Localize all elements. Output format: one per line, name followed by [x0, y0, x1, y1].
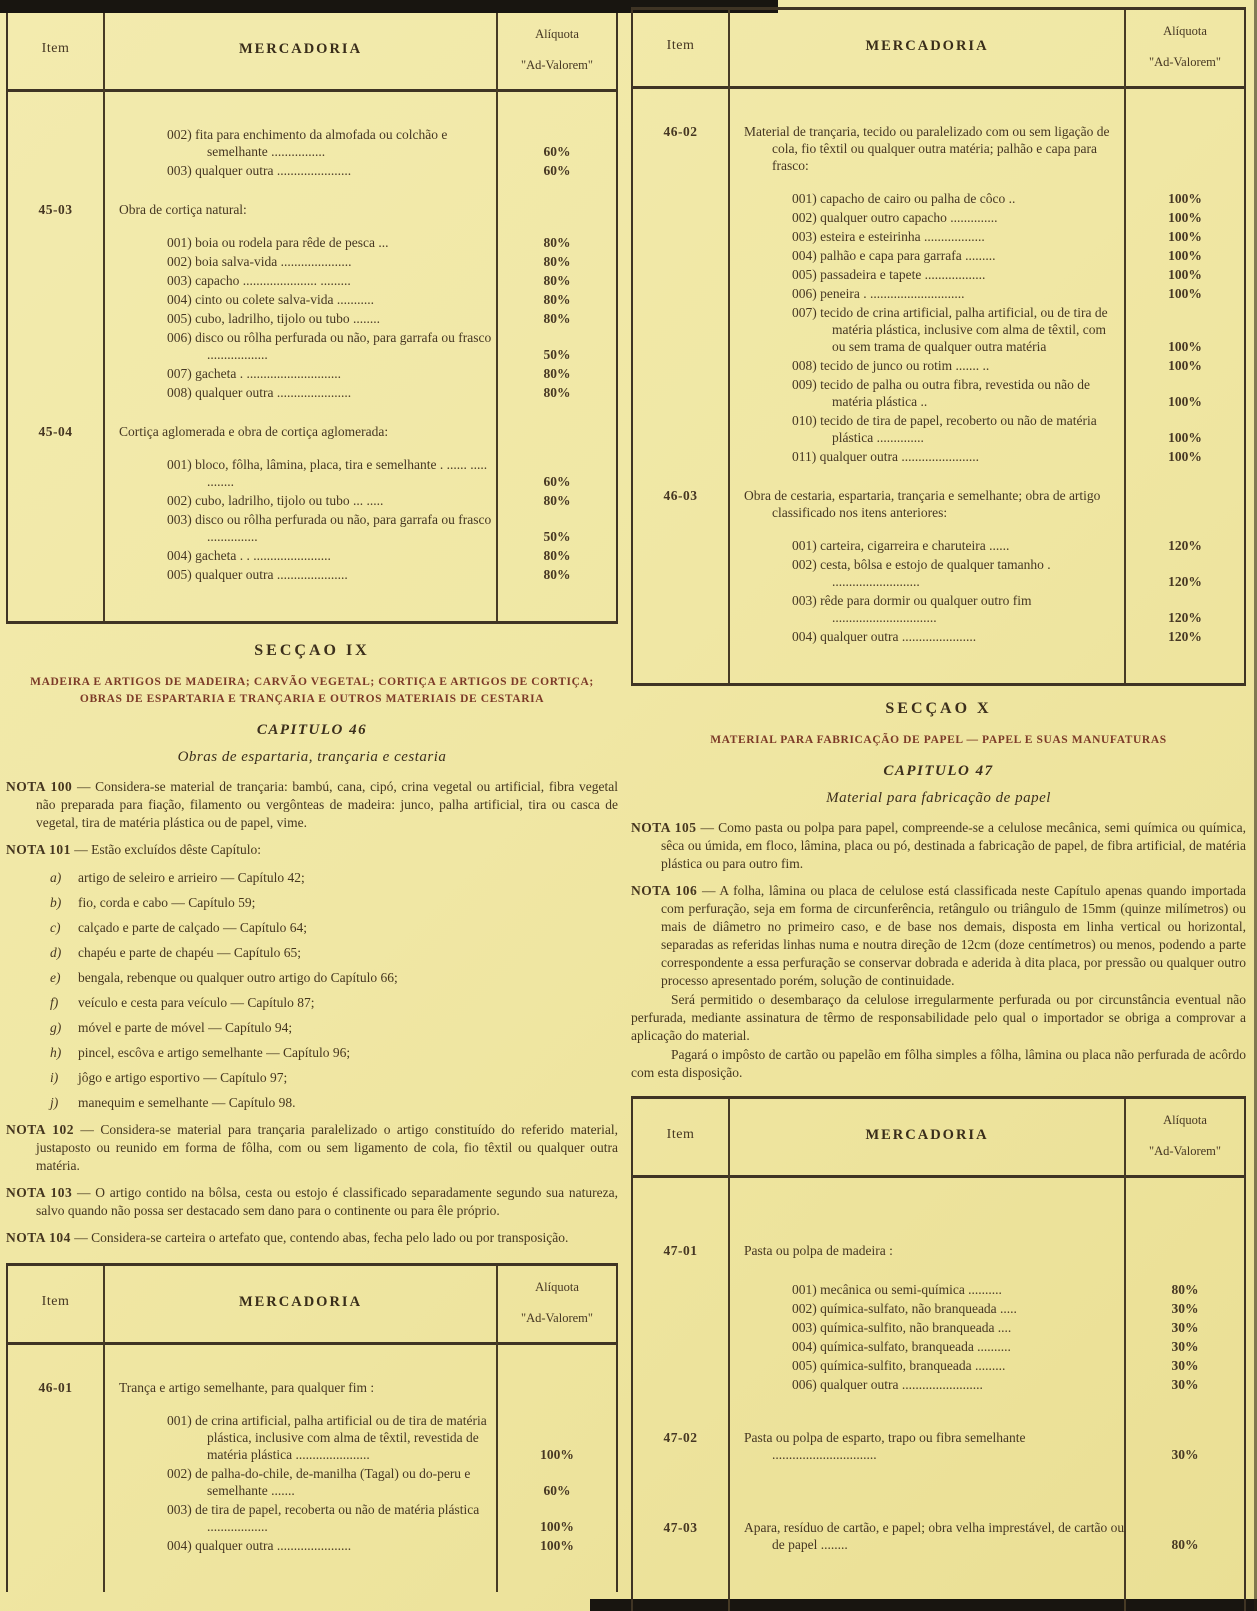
entry-row [103, 547, 616, 564]
left-column [6, 0, 618, 1592]
entry-text: 005) química-sulfito, branqueada ......... [792, 1358, 1006, 1373]
entry-row [728, 412, 1244, 446]
rate-value: 80% [543, 254, 571, 269]
chapter-subtitle: Material para fabricação de papel [826, 790, 1051, 806]
entry-row [103, 162, 616, 179]
rate-value: 30% [1171, 1377, 1199, 1392]
entry-row [103, 566, 616, 583]
entry-row [728, 357, 1244, 374]
rate-value: 100% [1168, 430, 1202, 445]
entry-text: 011) qualquer outra ....................... [792, 449, 979, 464]
item-column-divider [103, 1266, 105, 1592]
entry-text: 004) cinto ou colete salva-vida ........... [167, 292, 374, 307]
nota-list-item: e) bengala, rebenque ou qualquer outro artigo do Capítulo 66; [50, 970, 398, 985]
entry-row [103, 511, 616, 545]
nota-list-item: g) móvel e parte de móvel — Capítulo 94; [50, 1020, 293, 1035]
group-title-row [728, 1429, 1244, 1463]
list-item-marker: a) [50, 870, 62, 885]
tariff-group [8, 1379, 616, 1556]
entry-row [728, 228, 1244, 245]
rate-value: 80% [543, 366, 571, 381]
rate-value: 120% [1168, 629, 1202, 644]
nota-label: NOTA 103 [6, 1185, 73, 1200]
item-column-divider [728, 10, 730, 683]
col-header-mercadoria: MERCADORIA [238, 41, 363, 57]
rate-value: 80% [1171, 1537, 1199, 1552]
nota: NOTA 104 — Considera-se carteira o artefato que, contendo abas, fecha pelo lado ou por transposição. [6, 1230, 569, 1245]
entry-row [103, 384, 616, 401]
group-title-row [728, 123, 1244, 174]
group-title: Apara, resíduo de cartão, e papel; obra velha imprestável, de cartão ou de papel ........ [744, 1520, 1125, 1552]
col-header-mercadoria: MERCADORIA [238, 1294, 363, 1310]
tariff-table-chapter-46 [6, 1263, 618, 1592]
entry-row [728, 448, 1244, 465]
entry-text: 003) qualquer outra ...................... [167, 163, 352, 178]
list-item-marker: c) [50, 920, 61, 935]
entry-text: 007) tecido de crina artificial, palha artificial, ou de tira de matéria plástica, inclusive com alma de têxtil, com ou sem trama de qualquer outra matéria [792, 305, 1108, 354]
entry-text: 004) química-sulfato, branqueada .......... [792, 1339, 1011, 1354]
entry-row [728, 190, 1244, 207]
chapter-title: CAPITULO 46 [256, 722, 368, 738]
list-item-marker: j) [50, 1095, 59, 1110]
entry-text: 001) mecânica ou semi-química .......... [792, 1282, 1002, 1297]
rate-value: 100% [1168, 229, 1202, 244]
nota-list-item: i) jôgo e artigo esportivo — Capítulo 97; [50, 1070, 288, 1085]
entry-text: 005) cubo, ladrilho, tijolo ou tubo ........ [167, 311, 380, 326]
col-header-aliquota [498, 1280, 616, 1326]
rate-value: 30% [1171, 1320, 1199, 1335]
entry-text: 001) carteira, cigarreira e charuteira ...... [792, 538, 1010, 553]
entry-text: 002) cesta, bôlsa e estojo de qualquer tamanho . .......................... [792, 557, 1051, 589]
group-lines [103, 126, 616, 181]
nota: NOTA 101 — Estão excluídos dêste Capítulo: a) artigo de seleiro e arrieiro — Capítulo 42; b) fio, corda e cabo — Capítulo 59; c) calçado e parte de calçado — Capítulo 64; d) chapéu e parte de chapéu — Capítulo 65; e) bengala, rebenque ou qualquer outro artigo do Capítulo 66; f) veículo e cesta para veículo — Capítulo 87; g) móvel e parte de móvel — Capítulo 94; h) pincel, escôva e artigo semelhante — Capítulo 96; i) jôgo e artigo esportivo — Capítulo 97; j) manequim e semelhante — Capítulo 98. [6, 841, 618, 1112]
entry-text: 007) gacheta . ............................ [167, 366, 341, 381]
rate-value: 100% [1168, 267, 1202, 282]
aliquota-label-line1: Alíquota [535, 27, 579, 41]
rate-value: 100% [1168, 339, 1202, 354]
chapter-subtitle: Obras de espartaria, trançaria e cestaria [177, 749, 447, 765]
tariff-group [633, 1242, 1244, 1395]
group-lines [103, 201, 616, 403]
entry-row [103, 310, 616, 327]
rate-value: 120% [1168, 574, 1202, 589]
rate-value: 100% [540, 1538, 574, 1553]
group-title: Trança e artigo semelhante, para qualquer fim : [119, 1380, 375, 1395]
entry-row [103, 291, 616, 308]
group-title: Cortiça aglomerada e obra de cortiça aglomerada: [119, 424, 389, 439]
entry-text: 006) qualquer outra ........................ [792, 1377, 983, 1392]
item-code: 47-01 [663, 1243, 698, 1258]
aliquota-label-line1: Alíquota [1163, 1113, 1207, 1127]
group-lines [728, 1242, 1244, 1395]
rate-value: 100% [1168, 286, 1202, 301]
entry-text: 005) qualquer outra ..................... [167, 567, 348, 582]
item-column-divider [103, 13, 105, 621]
item-code: 47-02 [663, 1430, 698, 1445]
entry-row [728, 1338, 1244, 1355]
entry-row [728, 285, 1244, 302]
list-item-marker: d) [50, 945, 62, 960]
nota: NOTA 102 — Considera-se material para trançaria paralelizado o artigo constituído do referido material, justaposto ou reunido em forma de fôlha, com ou sem ligamento de cola, fio têxtil ou qualquer outra matéria. [6, 1122, 618, 1173]
aliquota-label-line1: Alíquota [1163, 24, 1207, 38]
col-header-item: Item [41, 41, 70, 56]
entry-row [103, 253, 616, 270]
chapter-title: CAPITULO 47 [883, 763, 994, 779]
group-title-row [728, 1242, 1244, 1259]
entry-row [103, 234, 616, 251]
aliquota-label-line2: "Ad-Valorem" [521, 58, 593, 72]
item-code: 45-04 [38, 424, 73, 439]
list-item-marker: f) [50, 995, 59, 1010]
rate-value: 60% [543, 163, 571, 178]
table-body [633, 89, 1244, 683]
item-code: 45-03 [38, 202, 73, 217]
rate-value: 80% [543, 292, 571, 307]
list-item-marker: e) [50, 970, 61, 985]
group-title-row [728, 487, 1244, 521]
rate-value: 60% [543, 1483, 571, 1498]
entry-text: 002) fita para enchimento da almofada ou colchão e semelhante ................ [167, 127, 448, 159]
entry-row [728, 1376, 1244, 1393]
rate-value: 100% [540, 1447, 574, 1462]
section-title: SECÇAO X [885, 700, 992, 717]
nota-list-item: a) artigo de seleiro e arrieiro — Capítulo 42; [50, 870, 305, 885]
rate-column-divider [496, 13, 498, 621]
entry-row [728, 556, 1244, 590]
entry-text: 006) disco ou rôlha perfurada ou não, para garrafa ou frasco .................. [167, 330, 492, 362]
rate-value: 100% [1168, 210, 1202, 225]
nota-list-item: b) fio, corda e cabo — Capítulo 59; [50, 895, 256, 910]
table-header [633, 10, 1244, 89]
item-code: 47-03 [663, 1520, 698, 1535]
rate-value: 80% [543, 311, 571, 326]
entry-row [103, 329, 616, 363]
group-title: Pasta ou polpa de madeira : [744, 1243, 893, 1258]
entry-row [728, 1281, 1244, 1298]
section-description: MATERIAL PARA FABRICAÇÃO DE PAPEL — PAPEL E SUAS MANUFATURAS [710, 734, 1167, 746]
table-body [8, 92, 616, 621]
tariff-group [8, 201, 616, 403]
rate-value: 100% [1168, 191, 1202, 206]
entry-row [103, 1537, 616, 1554]
group-title: Material de trançaria, tecido ou paralelizado com ou sem ligação de cola, fio têxtil ou qualquer outra matéria; palhão e capa para frasco: [744, 124, 1110, 173]
nota-paragraph: Pagará o impôsto de cartão ou papelão em fôlha simples a fôlha, lâmina ou placa não perfurada de acôrdo com esta disposição. [631, 1047, 1246, 1080]
list-item-marker: g) [50, 1020, 62, 1035]
table-header [8, 1266, 616, 1345]
nota-paragraph: Será permitido o desembaraço da celulose irregularmente perfurada ou por circunstância eventual não perfurada, mediante assinatura de têrmo de responsabilidade pelo qual o importador se obriga a comprovar a aplicação do material. [631, 992, 1246, 1043]
col-header-aliquota [1126, 1113, 1244, 1159]
group-lines [728, 1429, 1244, 1485]
col-header-aliquota [1126, 24, 1244, 70]
entry-text: 004) qualquer outra ...................... [167, 1538, 352, 1553]
table-header [8, 13, 616, 92]
group-title-row [728, 1519, 1244, 1553]
group-lines [728, 1519, 1244, 1575]
nota-list-item: d) chapéu e parte de chapéu — Capítulo 65; [50, 945, 302, 960]
entry-text: 006) peneira . ............................ [792, 286, 965, 301]
aliquota-label-line2: "Ad-Valorem" [521, 1311, 593, 1325]
tariff-group [633, 123, 1244, 467]
rate-value: 80% [543, 385, 571, 400]
rate-value: 80% [1171, 1282, 1199, 1297]
entry-row [103, 1501, 616, 1535]
nota-label: NOTA 101 [6, 842, 71, 857]
entry-text: 010) tecido de tira de papel, recoberto ou não de matéria plástica .............. [792, 413, 1097, 445]
entry-row [103, 272, 616, 289]
nota: NOTA 103 — O artigo contido na bôlsa, cesta ou estojo é classificado separadamente segundo sua natureza, salvo quando não possa ser destacado sem dano para o continente ou para êle próprio. [6, 1185, 618, 1218]
entry-text: 003) esteira e esteirinha .................. [792, 229, 985, 244]
entry-row [728, 304, 1244, 355]
rate-value: 80% [543, 235, 571, 250]
nota: NOTA 106 — A folha, lâmina ou placa de celulose está classificada neste Capítulo apenas quando importada com perfuração, seja em forma de circunferência, retângulo ou triângulo de 15mm (quinze milímetros) ou mais de diâmetro no primeiro caso, e de base nos demais, disposta em linha vertical ou horizontal, separadas as referidas linhas numa e noutra direção de 12cm (doze centímetros) ou menos, podendo a parte correspondente a essa perfuração se conservar dobrada e aderida à dita placa, por pressão ou qualquer outro processo apresentado porém, solução de continuidade. Será permitido o desembaraço da celulose irregularmente perfurada ou por circunstância eventual não perfurada, mediante assinatura de têrmo de responsabilidade pelo qual o importador se obriga a comprovar a aplicação do material. Pagará o impôsto de cartão ou papelão em fôlha simples a fôlha, lâmina ou placa não perfurada de acôrdo com esta disposição. [631, 883, 1246, 1080]
rate-value: 100% [1168, 248, 1202, 263]
aliquota-label-line2: "Ad-Valorem" [1149, 55, 1221, 69]
entry-row [103, 126, 616, 160]
nota-label: NOTA 105 [631, 820, 697, 835]
item-column-divider [728, 1099, 730, 1611]
group-lines [728, 487, 1244, 647]
rate-value: 100% [540, 1519, 574, 1534]
nota-list-item: c) calçado e parte de calçado — Capítulo 64; [50, 920, 308, 935]
nota-list-item: j) manequim e semelhante — Capítulo 98. [50, 1095, 296, 1110]
tariff-group [8, 423, 616, 585]
item-code: 46-02 [663, 124, 698, 139]
entry-text: 004) qualquer outra ...................... [792, 629, 977, 644]
rate-value: 80% [543, 567, 571, 582]
entry-row [103, 365, 616, 382]
list-item-marker: h) [50, 1045, 62, 1060]
entry-text: 008) qualquer outra ...................... [167, 385, 352, 400]
list-item-marker: i) [50, 1070, 59, 1085]
entry-text: 009) tecido de palha ou outra fibra, revestida ou não de matéria plástica .. [792, 377, 1091, 409]
entry-text: 003) disco ou rôlha perfurada ou não, para garrafa ou frasco ............... [167, 512, 492, 544]
tariff-table-chapter-46-continued [631, 7, 1246, 686]
rate-value: 80% [543, 548, 571, 563]
entry-row [728, 628, 1244, 645]
table-body [8, 1345, 616, 1592]
entry-row [728, 376, 1244, 410]
tariff-table-chapter-45 [6, 13, 618, 624]
entry-text: 001) de crina artificial, palha artificial ou de tira de matéria plástica, inclusive com alma de têxtil, revestida de matéria plástica ...................... [167, 1413, 487, 1462]
rate-value: 80% [543, 273, 571, 288]
rate-column-divider [1124, 1099, 1126, 1611]
aliquota-label-line1: Alíquota [535, 1280, 579, 1294]
right-column [631, 0, 1246, 1611]
notes-chapter-46 [6, 778, 618, 1247]
rate-value: 120% [1168, 610, 1202, 625]
group-lines [103, 423, 616, 585]
col-header-aliquota [498, 27, 616, 73]
nota-label: NOTA 102 [6, 1122, 74, 1137]
group-title-row [103, 1379, 616, 1396]
tariff-group [633, 1519, 1244, 1575]
aliquota-label-line2: "Ad-Valorem" [1149, 1144, 1221, 1158]
entry-row [728, 209, 1244, 226]
rate-value: 120% [1168, 538, 1202, 553]
entry-row [728, 537, 1244, 554]
entry-text: 002) qualquer outro capacho .............. [792, 210, 998, 225]
nota-label: NOTA 104 [6, 1230, 71, 1245]
entry-text: 001) bloco, fôlha, lâmina, placa, tira e semelhante . ...... ..... ........ [167, 457, 488, 489]
table-body [633, 1178, 1244, 1611]
group-lines [103, 1379, 616, 1556]
rate-value: 80% [543, 493, 571, 508]
entry-text: 003) química-sulfito, não branqueada .... [792, 1320, 1012, 1335]
col-header-mercadoria: MERCADORIA [865, 1127, 989, 1143]
entry-row [728, 1319, 1244, 1336]
section-ix-heading [6, 642, 618, 766]
entry-text: 001) capacho de cairo ou palha de côco .. [792, 191, 1016, 206]
entry-row [103, 492, 616, 509]
tariff-group [8, 126, 616, 181]
group-title: Obra de cestaria, espartaria, trançaria e semelhante; obra de artigo classificado nos itens anteriores: [744, 488, 1101, 520]
entry-text: 003) de tira de papel, recoberta ou não de matéria plástica .................. [167, 1502, 480, 1534]
entry-text: 005) passadeira e tapete .................. [792, 267, 986, 282]
nota-list [36, 869, 618, 1112]
rate-value: 100% [1168, 449, 1202, 464]
group-title-row [103, 201, 616, 218]
col-header-item: Item [666, 38, 695, 53]
rate-column-divider [1124, 10, 1126, 683]
table-header [633, 1099, 1244, 1178]
entry-text: 002) boia salva-vida ..................... [167, 254, 352, 269]
rate-value: 30% [1171, 1301, 1199, 1316]
rate-value: 60% [543, 144, 571, 159]
section-x-heading [631, 700, 1246, 807]
notes-chapter-47 [631, 819, 1246, 1082]
rate-column-divider [496, 1266, 498, 1592]
item-code [8, 126, 103, 181]
entry-row [103, 1412, 616, 1463]
entry-row [103, 456, 616, 490]
rate-value: 60% [543, 474, 571, 489]
col-header-item: Item [666, 1127, 695, 1142]
entry-row [728, 1357, 1244, 1374]
tariff-group [633, 1429, 1244, 1485]
nota-label: NOTA 106 [631, 883, 698, 898]
tariff-table-chapter-47 [631, 1096, 1246, 1611]
entry-text: 008) tecido de junco ou rotim ....... .. [792, 358, 990, 373]
item-code: 46-01 [38, 1380, 73, 1395]
entry-text: 002) de palha-do-chile, de-manilha (Tagal) ou do-peru e semelhante ....... [167, 1466, 471, 1498]
entry-text: 003) capacho ...................... ......... [167, 273, 351, 288]
entry-text: 002) química-sulfato, não branqueada ..... [792, 1301, 1017, 1316]
rate-value: 100% [1168, 394, 1202, 409]
tariff-group [633, 487, 1244, 647]
entry-row [728, 266, 1244, 283]
entry-row [728, 592, 1244, 626]
rate-value: 50% [543, 529, 571, 544]
nota: NOTA 100 — Considera-se material de trançaria: bambú, cana, cipó, crina vegetal ou artificial, fibra vegetal não preparada para fiação, filamento ou vergônteas de madeira: junco, palha artificial, tira ou casca de vegetal, tira de matéria plástica ou de papel, vime. [6, 779, 618, 830]
rate-value: 50% [543, 347, 571, 362]
nota-list-item: h) pincel, escôva e artigo semelhante — Capítulo 96; [50, 1045, 351, 1060]
entry-text: 002) cubo, ladrilho, tijolo ou tubo ... ..... [167, 493, 384, 508]
entry-row [728, 1300, 1244, 1317]
rate-value: 100% [1168, 358, 1202, 373]
list-item-marker: b) [50, 895, 62, 910]
col-header-item: Item [41, 1294, 70, 1309]
entry-row [728, 247, 1244, 264]
entry-text: 003) rêde para dormir ou qualquer outro fim ............................... [792, 593, 1032, 625]
entry-text: 001) boia ou rodela para rêde de pesca ... [167, 235, 389, 250]
col-header-mercadoria: MERCADORIA [865, 38, 989, 54]
entry-text: 004) gacheta . . ....................... [167, 548, 331, 563]
section-title: SECÇAO IX [254, 642, 370, 659]
group-title: Obra de cortiça natural: [119, 202, 247, 217]
entry-text: 004) palhão e capa para garrafa ......... [792, 248, 996, 263]
rate-value: 30% [1171, 1447, 1199, 1462]
section-description: MADEIRA E ARTIGOS DE MADEIRA; CARVÃO VEGETAL; CORTIÇA E ARTIGOS DE CORTIÇA; OBRAS DE ESPARTARIA E TRANÇARIA E OUTROS MATERIAIS DE CESTARIA [30, 676, 594, 705]
entry-row [103, 1465, 616, 1499]
nota-list-item: f) veículo e cesta para veículo — Capítulo 87; [50, 995, 315, 1010]
nota-label: NOTA 100 [6, 779, 73, 794]
group-title-row [103, 423, 616, 440]
nota: NOTA 105 — Como pasta ou polpa para papel, compreende-se a celulose mecânica, semi química ou química, sêca ou úmida, em floco, lâmina, placa ou pó, destinada a fabricação de papel, de fibra artificial, de matéria plástica ou para outro fim. [631, 820, 1246, 871]
item-code: 46-03 [663, 488, 698, 503]
group-lines [728, 123, 1244, 467]
rate-value: 30% [1171, 1339, 1199, 1354]
rate-value: 30% [1171, 1358, 1199, 1373]
group-title: Pasta ou polpa de esparto, trapo ou fibra semelhante ............................... [744, 1430, 1026, 1462]
